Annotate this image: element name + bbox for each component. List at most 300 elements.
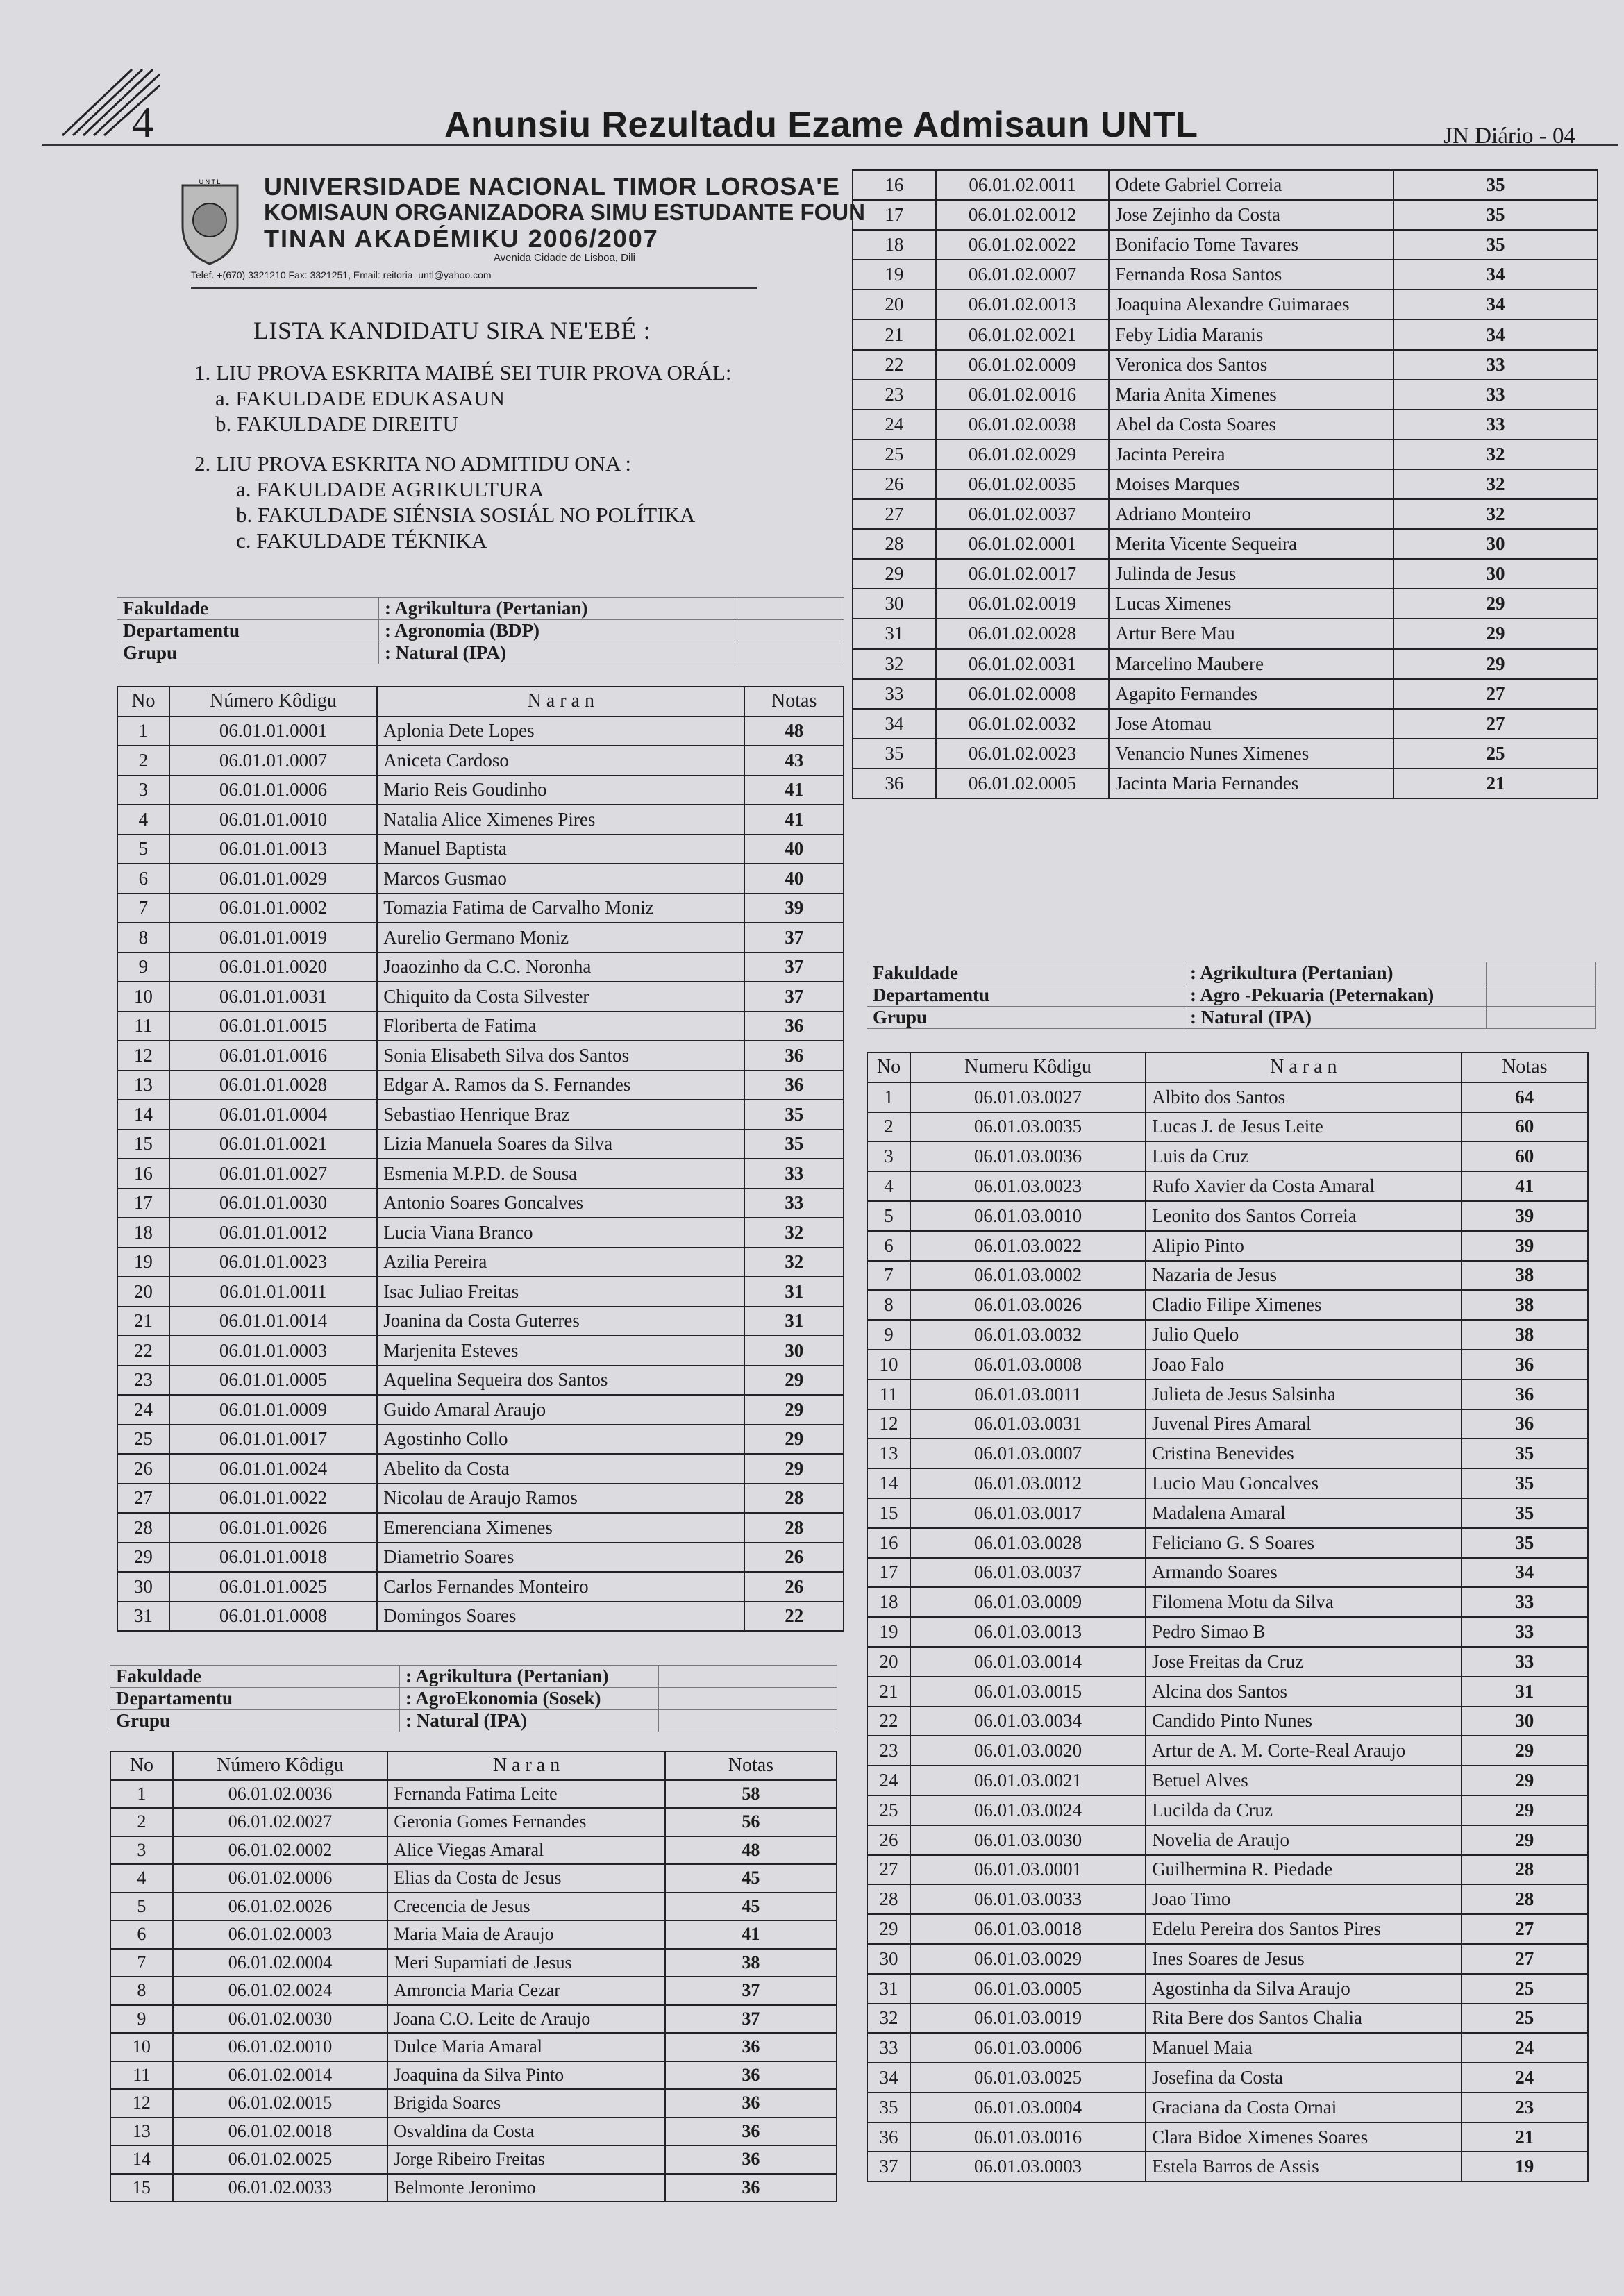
row-code: 06.01.03.0034 bbox=[910, 1707, 1146, 1736]
table-row bbox=[867, 2122, 1588, 2152]
row-number: 22 bbox=[117, 1336, 169, 1366]
row-code: 06.01.02.0014 bbox=[173, 2061, 387, 2090]
table-row bbox=[853, 739, 1598, 769]
row-number: 27 bbox=[117, 1484, 169, 1514]
row-code: 06.01.01.0008 bbox=[169, 1602, 377, 1632]
row-code: 06.01.01.0024 bbox=[169, 1454, 377, 1484]
row-name: Bonifacio Tome Tavares bbox=[1109, 230, 1393, 260]
row-code: 06.01.03.0021 bbox=[910, 1766, 1146, 1795]
table-row bbox=[867, 1171, 1588, 1201]
row-score: 30 bbox=[1393, 529, 1598, 559]
table-row bbox=[110, 1864, 837, 1893]
row-name: Marjenita Esteves bbox=[377, 1336, 744, 1366]
header-rule bbox=[42, 144, 1618, 146]
table-row bbox=[853, 589, 1598, 619]
row-score: 43 bbox=[744, 746, 844, 776]
row-score: 31 bbox=[744, 1307, 844, 1336]
col-header: Notas bbox=[744, 687, 844, 717]
meta-label: Departamentu bbox=[110, 1688, 400, 1710]
row-score: 37 bbox=[665, 2005, 837, 2034]
row-name: Juvenal Pires Amaral bbox=[1146, 1409, 1462, 1439]
table-row bbox=[110, 2145, 837, 2174]
intro-item: c. FAKULDADE TÉKNIKA bbox=[236, 528, 487, 553]
row-score: 22 bbox=[744, 1602, 844, 1632]
row-name: Osvaldina da Costa bbox=[387, 2118, 665, 2146]
row-number: 8 bbox=[110, 1977, 173, 2005]
row-number: 17 bbox=[867, 1558, 910, 1588]
row-name: Carlos Fernandes Monteiro bbox=[377, 1572, 744, 1602]
row-number: 30 bbox=[117, 1572, 169, 1602]
row-code: 06.01.03.0028 bbox=[910, 1528, 1146, 1558]
row-code: 06.01.02.0018 bbox=[173, 2118, 387, 2146]
row-code: 06.01.02.0028 bbox=[936, 619, 1110, 648]
intro-item: 2. LIU PROVA ESKRITA NO ADMITIDU ONA : bbox=[194, 451, 632, 476]
row-code: 06.01.03.0012 bbox=[910, 1468, 1146, 1498]
row-number: 25 bbox=[867, 1795, 910, 1825]
row-score: 30 bbox=[1462, 1707, 1588, 1736]
row-number: 3 bbox=[117, 776, 169, 805]
row-score: 35 bbox=[744, 1130, 844, 1159]
row-score: 35 bbox=[1462, 1528, 1588, 1558]
table-row bbox=[867, 1855, 1588, 1885]
results-table-agroekonomia-continued bbox=[852, 169, 1598, 799]
meta-value: : Agro -Pekuaria (Peternakan) bbox=[1184, 984, 1487, 1007]
row-code: 06.01.02.0036 bbox=[173, 1780, 387, 1809]
table-row bbox=[867, 1766, 1588, 1795]
table-row bbox=[110, 1780, 837, 1809]
row-name: Odete Gabriel Correia bbox=[1109, 170, 1393, 200]
row-number: 9 bbox=[110, 2005, 173, 2034]
row-code: 06.01.03.0027 bbox=[910, 1082, 1146, 1112]
row-name: Abel da Costa Soares bbox=[1109, 410, 1393, 439]
row-score: 28 bbox=[1462, 1855, 1588, 1885]
table1-meta bbox=[117, 597, 844, 664]
row-number: 32 bbox=[853, 649, 936, 679]
row-name: Feby Lidia Maranis bbox=[1109, 319, 1393, 349]
table-row bbox=[867, 1320, 1588, 1350]
table-row bbox=[110, 2033, 837, 2061]
row-score: 28 bbox=[744, 1513, 844, 1543]
row-code: 06.01.02.0003 bbox=[173, 1920, 387, 1949]
row-number: 21 bbox=[853, 319, 936, 349]
table-row bbox=[117, 1454, 844, 1484]
intro-item: a. FAKULDADE EDUKASAUN bbox=[215, 386, 505, 410]
table-row bbox=[867, 2063, 1588, 2093]
row-number: 19 bbox=[867, 1617, 910, 1647]
row-score: 19 bbox=[1462, 2152, 1588, 2181]
row-code: 06.01.02.0010 bbox=[173, 2033, 387, 2061]
row-code: 06.01.02.0026 bbox=[173, 1893, 387, 1921]
row-code: 06.01.03.0016 bbox=[910, 2122, 1146, 2152]
row-code: 06.01.01.0007 bbox=[169, 746, 377, 776]
table-row bbox=[110, 1920, 837, 1949]
row-code: 06.01.01.0018 bbox=[169, 1543, 377, 1573]
row-score: 21 bbox=[1393, 769, 1598, 798]
row-score: 32 bbox=[1393, 499, 1598, 529]
row-code: 06.01.01.0031 bbox=[169, 982, 377, 1012]
row-score: 56 bbox=[665, 1808, 837, 1836]
row-name: Adriano Monteiro bbox=[1109, 499, 1393, 529]
col-header: N a r a n bbox=[1146, 1053, 1462, 1082]
row-score: 33 bbox=[1393, 380, 1598, 410]
row-code: 06.01.02.0016 bbox=[936, 380, 1110, 410]
row-score: 36 bbox=[744, 1071, 844, 1100]
row-number: 35 bbox=[867, 2093, 910, 2122]
row-number: 29 bbox=[117, 1543, 169, 1573]
table-row bbox=[853, 260, 1598, 290]
row-number: 26 bbox=[117, 1454, 169, 1484]
row-number: 15 bbox=[117, 1130, 169, 1159]
row-code: 06.01.02.0021 bbox=[936, 319, 1110, 349]
table-row bbox=[867, 1736, 1588, 1766]
row-name: Albito dos Santos bbox=[1146, 1082, 1462, 1112]
table-row bbox=[853, 350, 1598, 380]
table-row bbox=[867, 1231, 1588, 1261]
row-name: Diametrio Soares bbox=[377, 1543, 744, 1573]
row-score: 35 bbox=[1462, 1468, 1588, 1498]
table-row bbox=[853, 380, 1598, 410]
row-number: 3 bbox=[867, 1141, 910, 1171]
row-number: 34 bbox=[853, 709, 936, 739]
row-name: Alcina dos Santos bbox=[1146, 1677, 1462, 1707]
table-row bbox=[117, 953, 844, 982]
row-score: 25 bbox=[1462, 2004, 1588, 2034]
row-score: 60 bbox=[1462, 1141, 1588, 1171]
row-number: 2 bbox=[110, 1808, 173, 1836]
row-name: Jacinta Pereira bbox=[1109, 439, 1393, 469]
row-name: Jose Zejinho da Costa bbox=[1109, 200, 1393, 230]
table-row bbox=[117, 1100, 844, 1130]
table-row bbox=[117, 1277, 844, 1307]
row-name: Jose Freitas da Cruz bbox=[1146, 1647, 1462, 1677]
row-code: 06.01.01.0006 bbox=[169, 776, 377, 805]
row-score: 36 bbox=[665, 2118, 837, 2146]
letterhead-rule bbox=[191, 287, 757, 289]
row-code: 06.01.01.0001 bbox=[169, 717, 377, 746]
row-code: 06.01.01.0025 bbox=[169, 1572, 377, 1602]
col-header: N a r a n bbox=[377, 687, 744, 717]
row-number: 10 bbox=[117, 982, 169, 1012]
row-name: Lucio Mau Goncalves bbox=[1146, 1468, 1462, 1498]
row-score: 41 bbox=[744, 805, 844, 835]
table-row bbox=[853, 769, 1598, 798]
row-score: 33 bbox=[1393, 350, 1598, 380]
table-row bbox=[867, 1795, 1588, 1825]
row-code: 06.01.03.0006 bbox=[910, 2033, 1146, 2063]
row-code: 06.01.03.0010 bbox=[910, 1201, 1146, 1231]
row-name: Cristina Benevides bbox=[1146, 1439, 1462, 1468]
row-number: 17 bbox=[853, 200, 936, 230]
row-score: 29 bbox=[1462, 1736, 1588, 1766]
intro-item: 1. LIU PROVA ESKRITA MAIBÉ SEI TUIR PROVA ORÁL: bbox=[194, 360, 732, 385]
row-name: Josefina da Costa bbox=[1146, 2063, 1462, 2093]
row-number: 18 bbox=[117, 1218, 169, 1248]
row-name: Lucas J. de Jesus Leite bbox=[1146, 1112, 1462, 1142]
row-code: 06.01.03.0032 bbox=[910, 1320, 1146, 1350]
row-score: 40 bbox=[744, 835, 844, 864]
row-number: 32 bbox=[867, 2004, 910, 2034]
intro-item: b. FAKULDADE SIÉNSIA SOSIÁL NO POLÍTIKA bbox=[236, 503, 696, 527]
row-name: Novelia de Araujo bbox=[1146, 1825, 1462, 1855]
row-score: 36 bbox=[665, 2145, 837, 2174]
row-score: 48 bbox=[744, 717, 844, 746]
table-row bbox=[867, 1558, 1588, 1588]
row-score: 35 bbox=[744, 1100, 844, 1130]
row-code: 06.01.01.0015 bbox=[169, 1012, 377, 1041]
row-code: 06.01.02.0035 bbox=[936, 469, 1110, 499]
row-score: 27 bbox=[1393, 709, 1598, 739]
row-code: 06.01.01.0021 bbox=[169, 1130, 377, 1159]
table-row bbox=[853, 439, 1598, 469]
table-row bbox=[117, 1513, 844, 1543]
row-name: Jorge Ribeiro Freitas bbox=[387, 2145, 665, 2174]
col-header: No bbox=[110, 1752, 173, 1780]
col-header: Numeru Kôdigu bbox=[910, 1053, 1146, 1082]
row-score: 29 bbox=[744, 1454, 844, 1484]
row-name: Tomazia Fatima de Carvalho Moniz bbox=[377, 894, 744, 923]
row-number: 16 bbox=[117, 1159, 169, 1189]
row-number: 26 bbox=[853, 469, 936, 499]
row-number: 12 bbox=[110, 2089, 173, 2118]
row-score: 40 bbox=[744, 864, 844, 894]
row-code: 06.01.01.0002 bbox=[169, 894, 377, 923]
row-name: Fernanda Rosa Santos bbox=[1109, 260, 1393, 290]
table2-meta bbox=[110, 1665, 837, 1732]
row-score: 25 bbox=[1462, 1974, 1588, 2004]
row-score: 36 bbox=[744, 1041, 844, 1071]
row-name: Jose Atomau bbox=[1109, 709, 1393, 739]
table-row bbox=[853, 529, 1598, 559]
row-code: 06.01.01.0016 bbox=[169, 1041, 377, 1071]
row-name: Estela Barros de Assis bbox=[1146, 2152, 1462, 2181]
row-code: 06.01.02.0015 bbox=[173, 2089, 387, 2118]
table-row bbox=[853, 319, 1598, 349]
meta-value: : Natural (IPA) bbox=[400, 1710, 659, 1732]
table-row bbox=[853, 709, 1598, 739]
row-number: 28 bbox=[867, 1884, 910, 1914]
meta-value: : Agronomia (BDP) bbox=[379, 620, 735, 642]
row-code: 06.01.03.0023 bbox=[910, 1171, 1146, 1201]
row-code: 06.01.01.0004 bbox=[169, 1100, 377, 1130]
table-row bbox=[117, 864, 844, 894]
row-name: Clara Bidoe Ximenes Soares bbox=[1146, 2122, 1462, 2152]
row-code: 06.01.03.0007 bbox=[910, 1439, 1146, 1468]
row-code: 06.01.01.0011 bbox=[169, 1277, 377, 1307]
meta-label: Grupu bbox=[117, 642, 379, 664]
results-table-agroekonomia bbox=[110, 1751, 837, 2202]
row-score: 36 bbox=[665, 2061, 837, 2090]
row-code: 06.01.03.0026 bbox=[910, 1290, 1146, 1320]
table-row bbox=[117, 1484, 844, 1514]
table-row bbox=[117, 1543, 844, 1573]
row-number: 29 bbox=[867, 1914, 910, 1944]
row-number: 18 bbox=[867, 1587, 910, 1617]
row-name: Elias da Costa de Jesus bbox=[387, 1864, 665, 1893]
table-row bbox=[867, 1498, 1588, 1528]
row-name: Veronica dos Santos bbox=[1109, 350, 1393, 380]
meta-label: Fakuldade bbox=[110, 1666, 400, 1688]
row-code: 06.01.03.0033 bbox=[910, 1884, 1146, 1914]
row-score: 41 bbox=[665, 1920, 837, 1949]
row-name: Edgar A. Ramos da S. Fernandes bbox=[377, 1071, 744, 1100]
row-score: 34 bbox=[1393, 290, 1598, 319]
row-score: 29 bbox=[1462, 1795, 1588, 1825]
row-number: 16 bbox=[867, 1528, 910, 1558]
meta-label: Grupu bbox=[867, 1007, 1184, 1029]
row-score: 45 bbox=[665, 1893, 837, 1921]
table-row bbox=[853, 200, 1598, 230]
table-row bbox=[110, 1836, 837, 1865]
row-code: 06.01.03.0002 bbox=[910, 1261, 1146, 1291]
table-row bbox=[867, 1201, 1588, 1231]
row-code: 06.01.03.0019 bbox=[910, 2004, 1146, 2034]
table-row bbox=[867, 1884, 1588, 1914]
academic-year: TINAN AKADÉMIKU 2006/2007 bbox=[264, 224, 659, 253]
row-name: Marcos Gusmao bbox=[377, 864, 744, 894]
row-number: 23 bbox=[853, 380, 936, 410]
newspaper-name: JN Diário - 04 bbox=[1443, 124, 1575, 149]
address: Avenida Cidade de Lisboa, Dili bbox=[493, 252, 635, 264]
row-name: Abelito da Costa bbox=[377, 1454, 744, 1484]
table-row bbox=[867, 1647, 1588, 1677]
table-row bbox=[117, 923, 844, 953]
row-name: Guilhermina R. Piedade bbox=[1146, 1855, 1462, 1885]
row-name: Manuel Maia bbox=[1146, 2033, 1462, 2063]
row-code: 06.01.01.0019 bbox=[169, 923, 377, 953]
table-row bbox=[110, 2174, 837, 2202]
row-code: 06.01.03.0025 bbox=[910, 2063, 1146, 2093]
table-row bbox=[867, 1409, 1588, 1439]
row-code: 06.01.03.0014 bbox=[910, 1647, 1146, 1677]
row-code: 06.01.03.0005 bbox=[910, 1974, 1146, 2004]
row-code: 06.01.01.0020 bbox=[169, 953, 377, 982]
table-row bbox=[867, 1380, 1588, 1409]
row-name: Guido Amaral Araujo bbox=[377, 1395, 744, 1425]
row-number: 20 bbox=[867, 1647, 910, 1677]
row-score: 33 bbox=[744, 1189, 844, 1218]
row-code: 06.01.01.0014 bbox=[169, 1307, 377, 1336]
col-header: N a r a n bbox=[387, 1752, 665, 1780]
row-code: 06.01.03.0011 bbox=[910, 1380, 1146, 1409]
row-name: Venancio Nunes Ximenes bbox=[1109, 739, 1393, 769]
row-code: 06.01.02.0038 bbox=[936, 410, 1110, 439]
table-row bbox=[117, 982, 844, 1012]
row-name: Luis da Cruz bbox=[1146, 1141, 1462, 1171]
row-number: 18 bbox=[853, 230, 936, 260]
table-row bbox=[117, 776, 844, 805]
row-number: 10 bbox=[110, 2033, 173, 2061]
row-code: 06.01.01.0027 bbox=[169, 1159, 377, 1189]
list-title: LISTA KANDIDATU SIRA NE'EBÉ : bbox=[253, 317, 651, 344]
row-name: Sebastiao Henrique Braz bbox=[377, 1100, 744, 1130]
row-number: 7 bbox=[110, 1949, 173, 1977]
row-number: 28 bbox=[853, 529, 936, 559]
row-code: 06.01.03.0031 bbox=[910, 1409, 1146, 1439]
row-number: 36 bbox=[853, 769, 936, 798]
row-score: 31 bbox=[744, 1277, 844, 1307]
row-name: Joanina da Costa Guterres bbox=[377, 1307, 744, 1336]
meta-value: : Natural (IPA) bbox=[379, 642, 735, 664]
row-name: Lucia Viana Branco bbox=[377, 1218, 744, 1248]
university-name: UNIVERSIDADE NACIONAL TIMOR LOROSA'E bbox=[264, 172, 840, 201]
row-number: 7 bbox=[117, 894, 169, 923]
row-score: 38 bbox=[1462, 1320, 1588, 1350]
row-code: 06.01.02.0022 bbox=[936, 230, 1110, 260]
row-code: 06.01.02.0025 bbox=[173, 2145, 387, 2174]
table-row bbox=[853, 469, 1598, 499]
row-score: 38 bbox=[665, 1949, 837, 1977]
row-name: Natalia Alice Ximenes Pires bbox=[377, 805, 744, 835]
table-row bbox=[117, 1012, 844, 1041]
row-name: Lucas Ximenes bbox=[1109, 589, 1393, 619]
row-code: 06.01.03.0009 bbox=[910, 1587, 1146, 1617]
row-number: 1 bbox=[117, 717, 169, 746]
row-name: Esmenia M.P.D. de Sousa bbox=[377, 1159, 744, 1189]
table-row bbox=[117, 1041, 844, 1071]
row-name: Mario Reis Goudinho bbox=[377, 776, 744, 805]
row-name: Armando Soares bbox=[1146, 1558, 1462, 1588]
row-name: Amroncia Maria Cezar bbox=[387, 1977, 665, 2005]
row-number: 31 bbox=[853, 619, 936, 648]
row-name: Madalena Amaral bbox=[1146, 1498, 1462, 1528]
row-number: 37 bbox=[867, 2152, 910, 2181]
row-score: 25 bbox=[1393, 739, 1598, 769]
row-score: 36 bbox=[1462, 1380, 1588, 1409]
row-number: 29 bbox=[853, 559, 936, 589]
row-number: 23 bbox=[117, 1366, 169, 1396]
row-name: Manuel Baptista bbox=[377, 835, 744, 864]
row-number: 22 bbox=[853, 350, 936, 380]
row-name: Dulce Maria Amaral bbox=[387, 2033, 665, 2061]
row-name: Feliciano G. S Soares bbox=[1146, 1528, 1462, 1558]
row-score: 35 bbox=[1393, 200, 1598, 230]
row-number: 5 bbox=[110, 1893, 173, 1921]
row-score: 23 bbox=[1462, 2093, 1588, 2122]
row-number: 16 bbox=[853, 170, 936, 200]
row-name: Joao Timo bbox=[1146, 1884, 1462, 1914]
table-row bbox=[867, 1439, 1588, 1468]
table-row bbox=[117, 1425, 844, 1455]
row-number: 19 bbox=[117, 1248, 169, 1277]
row-name: Azilia Pereira bbox=[377, 1248, 744, 1277]
row-code: 06.01.03.0030 bbox=[910, 1825, 1146, 1855]
row-code: 06.01.02.0017 bbox=[936, 559, 1110, 589]
table-row bbox=[117, 1336, 844, 1366]
row-name: Antonio Soares Goncalves bbox=[377, 1189, 744, 1218]
row-score: 29 bbox=[744, 1366, 844, 1396]
row-number: 15 bbox=[110, 2174, 173, 2202]
row-code: 06.01.01.0023 bbox=[169, 1248, 377, 1277]
table-row bbox=[117, 746, 844, 776]
row-score: 30 bbox=[1393, 559, 1598, 589]
row-number: 31 bbox=[117, 1602, 169, 1632]
row-code: 06.01.02.0027 bbox=[173, 1808, 387, 1836]
table-row bbox=[117, 1572, 844, 1602]
row-code: 06.01.02.0024 bbox=[173, 1977, 387, 2005]
row-name: Lizia Manuela Soares da Silva bbox=[377, 1130, 744, 1159]
row-code: 06.01.01.0022 bbox=[169, 1484, 377, 1514]
row-score: 39 bbox=[1462, 1231, 1588, 1261]
row-number: 1 bbox=[867, 1082, 910, 1112]
row-score: 26 bbox=[744, 1543, 844, 1573]
row-name: Julinda de Jesus bbox=[1109, 559, 1393, 589]
row-number: 14 bbox=[867, 1468, 910, 1498]
row-number: 24 bbox=[867, 1766, 910, 1795]
table-row bbox=[867, 2004, 1588, 2034]
row-name: Artur de A. M. Corte-Real Araujo bbox=[1146, 1736, 1462, 1766]
table-row bbox=[867, 2093, 1588, 2122]
row-score: 33 bbox=[1462, 1647, 1588, 1677]
